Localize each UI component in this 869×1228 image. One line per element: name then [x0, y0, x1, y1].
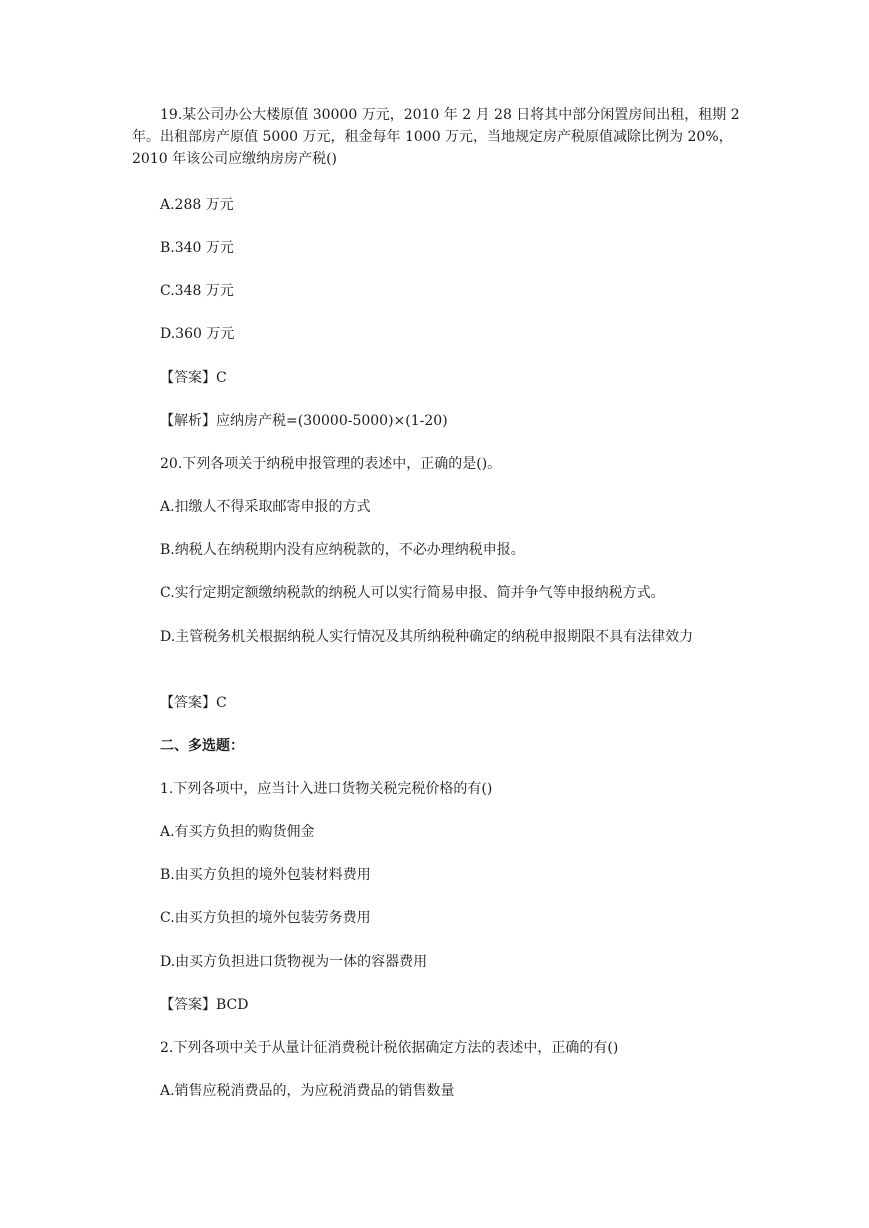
- m1-option-b: B.由买方负担的境外包装材料费用: [160, 867, 371, 883]
- q20-stem: 20.下列各项关于纳税申报管理的表述中，正确的是()。: [160, 456, 502, 472]
- q19-answer: 【答案】C: [160, 370, 227, 386]
- section-title: 二、多选题：: [160, 738, 244, 754]
- m2-option-a: A.销售应税消费品的，为应税消费品的销售数量: [160, 1083, 455, 1099]
- q20-option-c: C.实行定期定额缴纳税款的纳税人可以实行简易申报、简并争气等申报纳税方式。: [160, 585, 665, 601]
- q20-option-d: D.主管税务机关根据纳税人实行情况及其所纳税种确定的纳税申报期限不具有法律效力: [160, 629, 694, 645]
- m1-answer: 【答案】BCD: [160, 997, 249, 1013]
- q19-option-c: C.348 万元: [160, 283, 234, 299]
- q19-stem: 19.某公司办公大楼原值 30000 万元，2010 年 2 月 28 日将其中部分闲置房间出租，租期 2 年。出租部房产原值 5000 万元，租金每年 1000 万元，当地规定房产税原值减除比例为 20%，2010 年该公司应缴纳房房产税(): [132, 107, 740, 167]
- q19-analysis: 【解析】应纳房产税=(30000-5000)×(1-20): [160, 413, 448, 429]
- m1-option-c: C.由买方负担的境外包装劳务费用: [160, 910, 371, 926]
- q20-option-a: A.扣缴人不得采取邮寄申报的方式: [160, 499, 371, 515]
- m1-stem: 1.下列各项中，应当计入进口货物关税完税价格的有(): [160, 781, 493, 797]
- m2-stem: 2.下列各项中关于从量计征消费税计税依据确定方法的表述中，正确的有(): [160, 1040, 619, 1056]
- m1-option-a: A.有买方负担的购货佣金: [160, 824, 315, 840]
- q20-answer: 【答案】C: [160, 695, 227, 711]
- q19-option-a: A.288 万元: [160, 197, 234, 213]
- m1-option-d: D.由买方负担进口货物视为一体的容器费用: [160, 954, 428, 970]
- q19-option-b: B.340 万元: [160, 240, 234, 256]
- q19-option-d: D.360 万元: [160, 326, 235, 342]
- q20-option-b: B.纳税人在纳税期内没有应纳税款的，不必办理纳税申报。: [160, 542, 525, 558]
